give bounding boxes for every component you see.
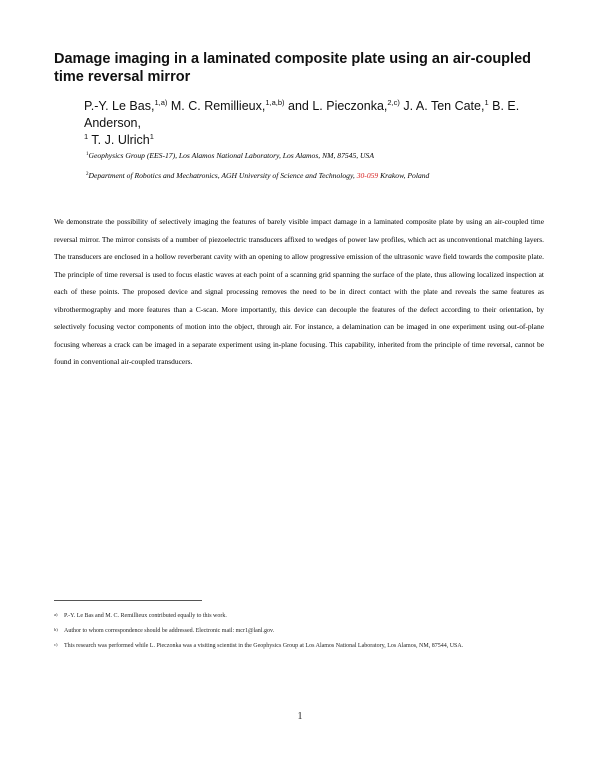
paper-title: Damage imaging in a laminated composite plate using an air-coupled time reversal mirror bbox=[54, 51, 531, 85]
footnote-text: P.-Y. Le Bas and M. C. Remillieux contributed equally to this work. bbox=[64, 613, 227, 619]
footnote-text: This research was performed while L. Pieczonka was a visiting scientist in the Geophysics Group at Los Alamos National Laboratory, Los Alamos, NM, 87544, USA. bbox=[64, 643, 464, 649]
author-affiliation-mark: 1,a) bbox=[154, 98, 168, 107]
affiliation-text: Department of Robotics and Mechatronics, AGH University of Science and Technology, bbox=[88, 171, 357, 180]
author-name: B. E. Anderson, bbox=[84, 99, 520, 130]
postal-code-link[interactable]: 30-059 bbox=[356, 171, 379, 180]
affiliation-mark: 1 bbox=[86, 152, 89, 157]
footnote-c bbox=[54, 642, 548, 651]
author-affiliation-mark: 2,c) bbox=[387, 98, 400, 107]
author-name: J. A. Ten Cate, bbox=[403, 99, 485, 113]
footnote-text: Author to whom correspondence should be addressed. Electronic mail: mcr1@lanl.gov. bbox=[64, 628, 275, 634]
footnote-divider bbox=[54, 600, 202, 601]
author-affiliation-mark: 1 bbox=[84, 132, 89, 141]
page-number: 1 bbox=[297, 711, 303, 722]
footnote-a bbox=[54, 612, 548, 621]
affiliation-2 bbox=[86, 171, 526, 181]
author-affiliation-mark: 1 bbox=[484, 98, 489, 107]
footnote-mark: b) bbox=[54, 627, 58, 632]
affiliation-text-end: Krakow, Poland bbox=[378, 171, 430, 180]
author-affiliation-mark: 1 bbox=[149, 132, 154, 141]
affiliation-mark: 2 bbox=[86, 172, 89, 177]
abstract: We demonstrate the possibility of selectively imaging the features of barely visible impact damage in a laminated composite plate by using an air-coupled time reversal mirror. The mirror consists of a number of piezoelectric transducers affixed to wedges of power law profiles, which act as unconventional matching layers. The transducers are enclosed in a hollow reverberant cavity with an opening to allow progressive emission of the ultrasonic wave field towards the composite plate. The principle of time reversal is used to focus elastic waves at each point of a scanning grid spanning the surface of the plate, thus allowing localized inspection at each of these points. The proposed device and signal processing removes the need to be in direct contact with the plate and reveals the same features as vibrothermography and more features than a C-scan. More importantly, this device can decouple the features of the defect according to their orientation, by selectively focusing vector components of motion into the object, through air. For instance, a delamination can be imaged in one experiment using out-of-plane focusing whereas a crack can be imaged in a separate experiment using in-plane focusing. This capability, inherited from the principle of time reversal, cannot be found in conventional air-coupled transducers. bbox=[54, 217, 544, 367]
author-list bbox=[84, 98, 524, 149]
author-name: M. C. Remillieux, bbox=[170, 99, 266, 113]
affiliation-1 bbox=[86, 151, 526, 161]
author-name: P.-Y. Le Bas, bbox=[84, 99, 155, 113]
author-affiliation-mark: 1,a,b) bbox=[265, 98, 285, 107]
author-name: T. J. Ulrich bbox=[91, 133, 150, 147]
author-name: and L. Pieczonka, bbox=[288, 99, 388, 113]
affiliation-text: Geophysics Group (EES-17), Los Alamos National Laboratory, Los Alamos, NM, 87545, USA bbox=[88, 151, 374, 160]
footnote-mark: c) bbox=[54, 642, 58, 647]
footnote-mark: a) bbox=[54, 612, 58, 617]
footnote-b bbox=[54, 627, 548, 636]
